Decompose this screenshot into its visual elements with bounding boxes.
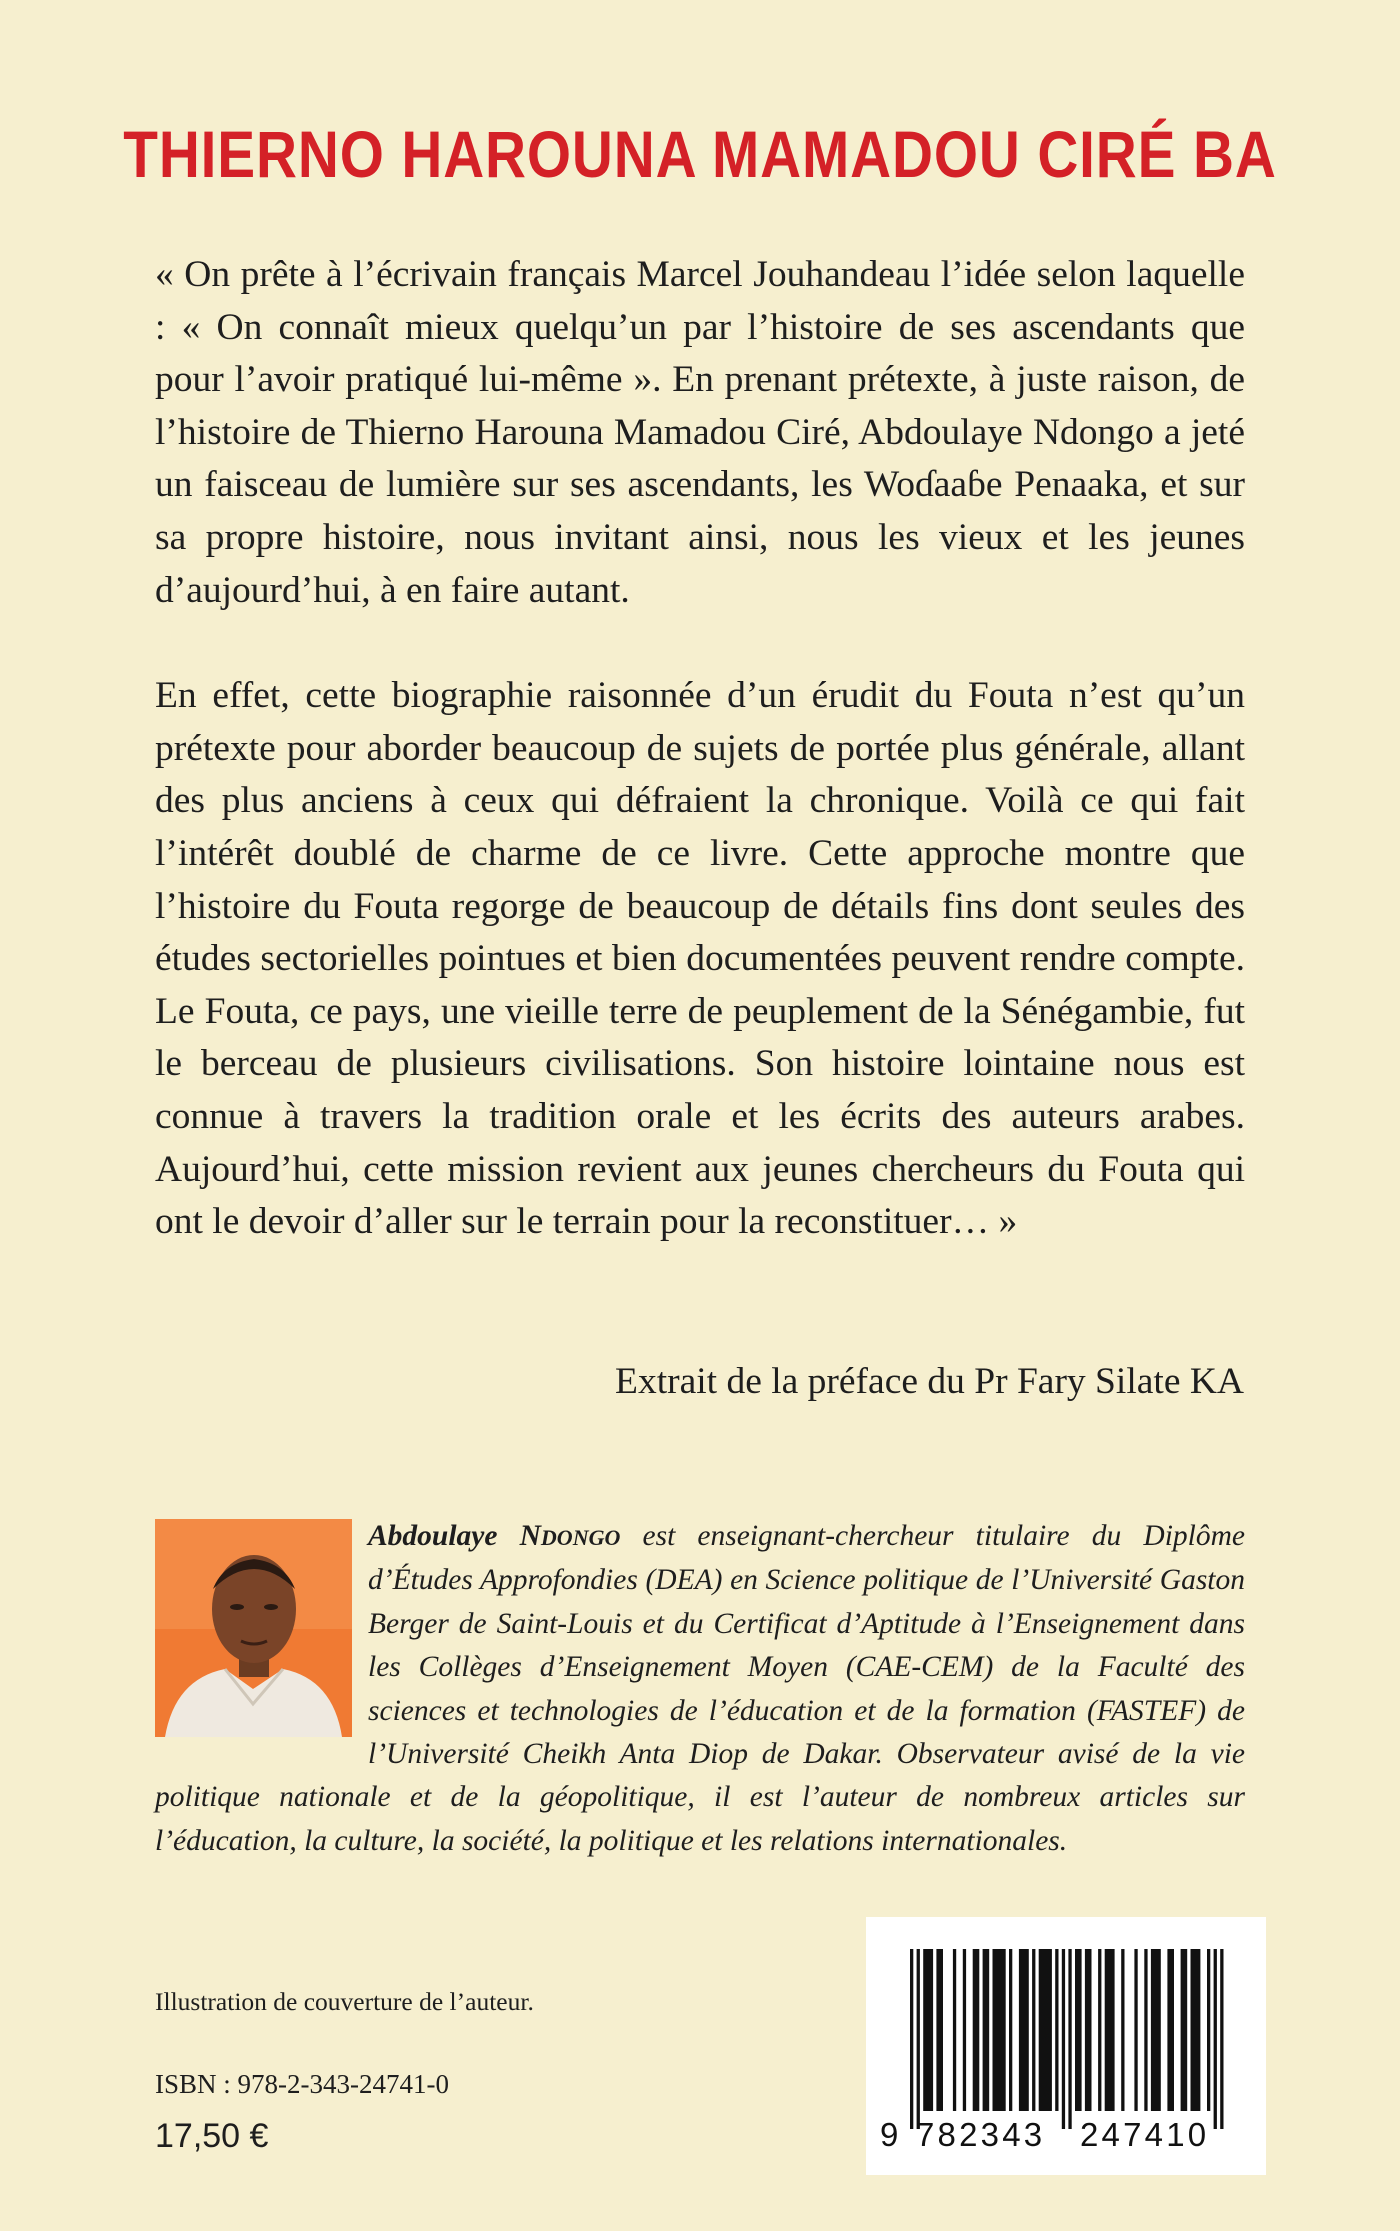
barcode-bar [1098,1949,1101,2111]
barcode-lead-digit: 9 [880,2116,902,2153]
barcode-bar [1144,1949,1147,2111]
barcode-bar [1019,1949,1029,2111]
cover-illustration-credit: Illustration de couverture de l’auteur. [155,1987,534,2016]
barcode-bar [1105,1949,1115,2111]
author-last-name-initial: N [519,1520,541,1552]
barcode-bar [1134,1949,1137,2111]
barcode-bar [963,1949,966,2111]
barcode-bar [1181,1949,1188,2111]
preface-excerpt [155,249,1245,1249]
author-first-name: Abdoulaye [368,1520,498,1552]
barcode-bar [993,1949,1006,2111]
barcode-bar [1207,1949,1210,2111]
preface-paragraph: En effet, cette biographie raisonnée d’un érudit du Fouta n’est qu’un prétexte pour aborder beaucoup de sujets de portée plus générale, allant des plus anciens à ceux qui défraient la chronique. Voilà ce qui fait l’intérêt doublé de charme de ce livre. Cette approche montre que l’histoire du Fouta regorge de beaucoup de détails fins dont seules des études sectorielles pointues et bien documentées peuvent rendre compte. Le Fouta, ce pays, une vieille terre de peuplement de la Sénégambie, fut le berceau de plusieurs civilisations. Son histoire lointaine nous est connue à travers la tradition orale et les écrits des auteurs arabes. Aujourd’hui, cette mission revient aux jeunes chercheurs du Fouta qui ont le devoir d’aller sur le terrain pour la reconstituer… » [155,675,1245,1243]
barcode-bar [1191,1949,1201,2111]
barcode-guard-bar [917,1949,920,2129]
barcode-bar [1032,1949,1035,2111]
barcode-guard-bar [1062,1949,1065,2129]
barcode-bar [983,1949,990,2111]
barcode-right-digits: 247410 [1080,2116,1210,2153]
author-biography [155,1515,1245,1863]
isbn-number: ISBN : 978-2-343-24741-0 [155,2069,449,2099]
barcode-bar [1055,1949,1058,2111]
author-name [368,1520,620,1552]
barcode-digits [866,2115,1266,2155]
photo-wrap-spacer [155,1515,368,1773]
preface-attribution: Extrait de la préface du Pr Fary Silate KA [615,1361,1244,1402]
barcode-bar [936,1949,943,2111]
barcode-guard-bar [910,1949,913,2129]
barcode-guard-bar [1068,1949,1071,2129]
book-title: THIERNO HAROUNA MAMADOU CIRÉ BA [123,117,1277,191]
barcode-bar [1039,1949,1052,2111]
author-last-name-rest: DONGO [540,1525,621,1550]
barcode-bar [923,1949,933,2111]
barcode-bar [1075,1949,1082,2111]
barcode-bar [1085,1949,1092,2111]
barcode-bar [1151,1949,1161,2111]
barcode-bar [1167,1949,1174,2111]
barcode-guard-bar [1220,1949,1223,2129]
book-price: 17,50 € [155,2117,269,2155]
barcode-bar [1121,1949,1124,2111]
barcode-bar [973,1949,980,2111]
preface-paragraph: « On prête à l’écrivain français Marcel Jouhandeau l’idée selon laquelle : « On connaît mieux quelqu’un par l’histoire de ses ascendants que pour l’avoir pratiqué lui-même ». En prenant prétexte, à juste raison, de l’histoire de Thierno Harouna Mamadou Ciré, Abdoulaye Ndongo a jeté un faisceau de lumière sur ses ascendants, les Woɗaaɓe Penaaka, et sur sa propre histoire, nous invitant ainsi, nous les vieux et les jeunes d’aujourd’hui, à en faire autant. [155,254,1245,611]
barcode-bar [953,1949,956,2111]
barcode-guard-bar [1214,1949,1217,2129]
barcode-left-digits: 782343 [916,2116,1046,2153]
author-bio-text: est enseignant-chercheur titulaire du Diplôme d’Études Approfondies (DEA) en Science politique de l’Université Gaston Berger de Saint-Louis et du Certificat d’Aptitude à l’Enseignement dans les Collèges d’Enseignement Moyen (CAE-CEM) de la Faculté des sciences et technologies de l’éducation et de la formation (FASTEF) de l’Université Cheikh Anta Diop de Dakar. Observateur avisé de la vie politique nationale et de la géopolitique, il est l’auteur de nombreux articles sur l’éducation, la culture, la société, la politique et les relations internationales. [155,1520,1245,1857]
barcode-panel [866,1917,1266,2175]
barcode-bar [1009,1949,1012,2111]
